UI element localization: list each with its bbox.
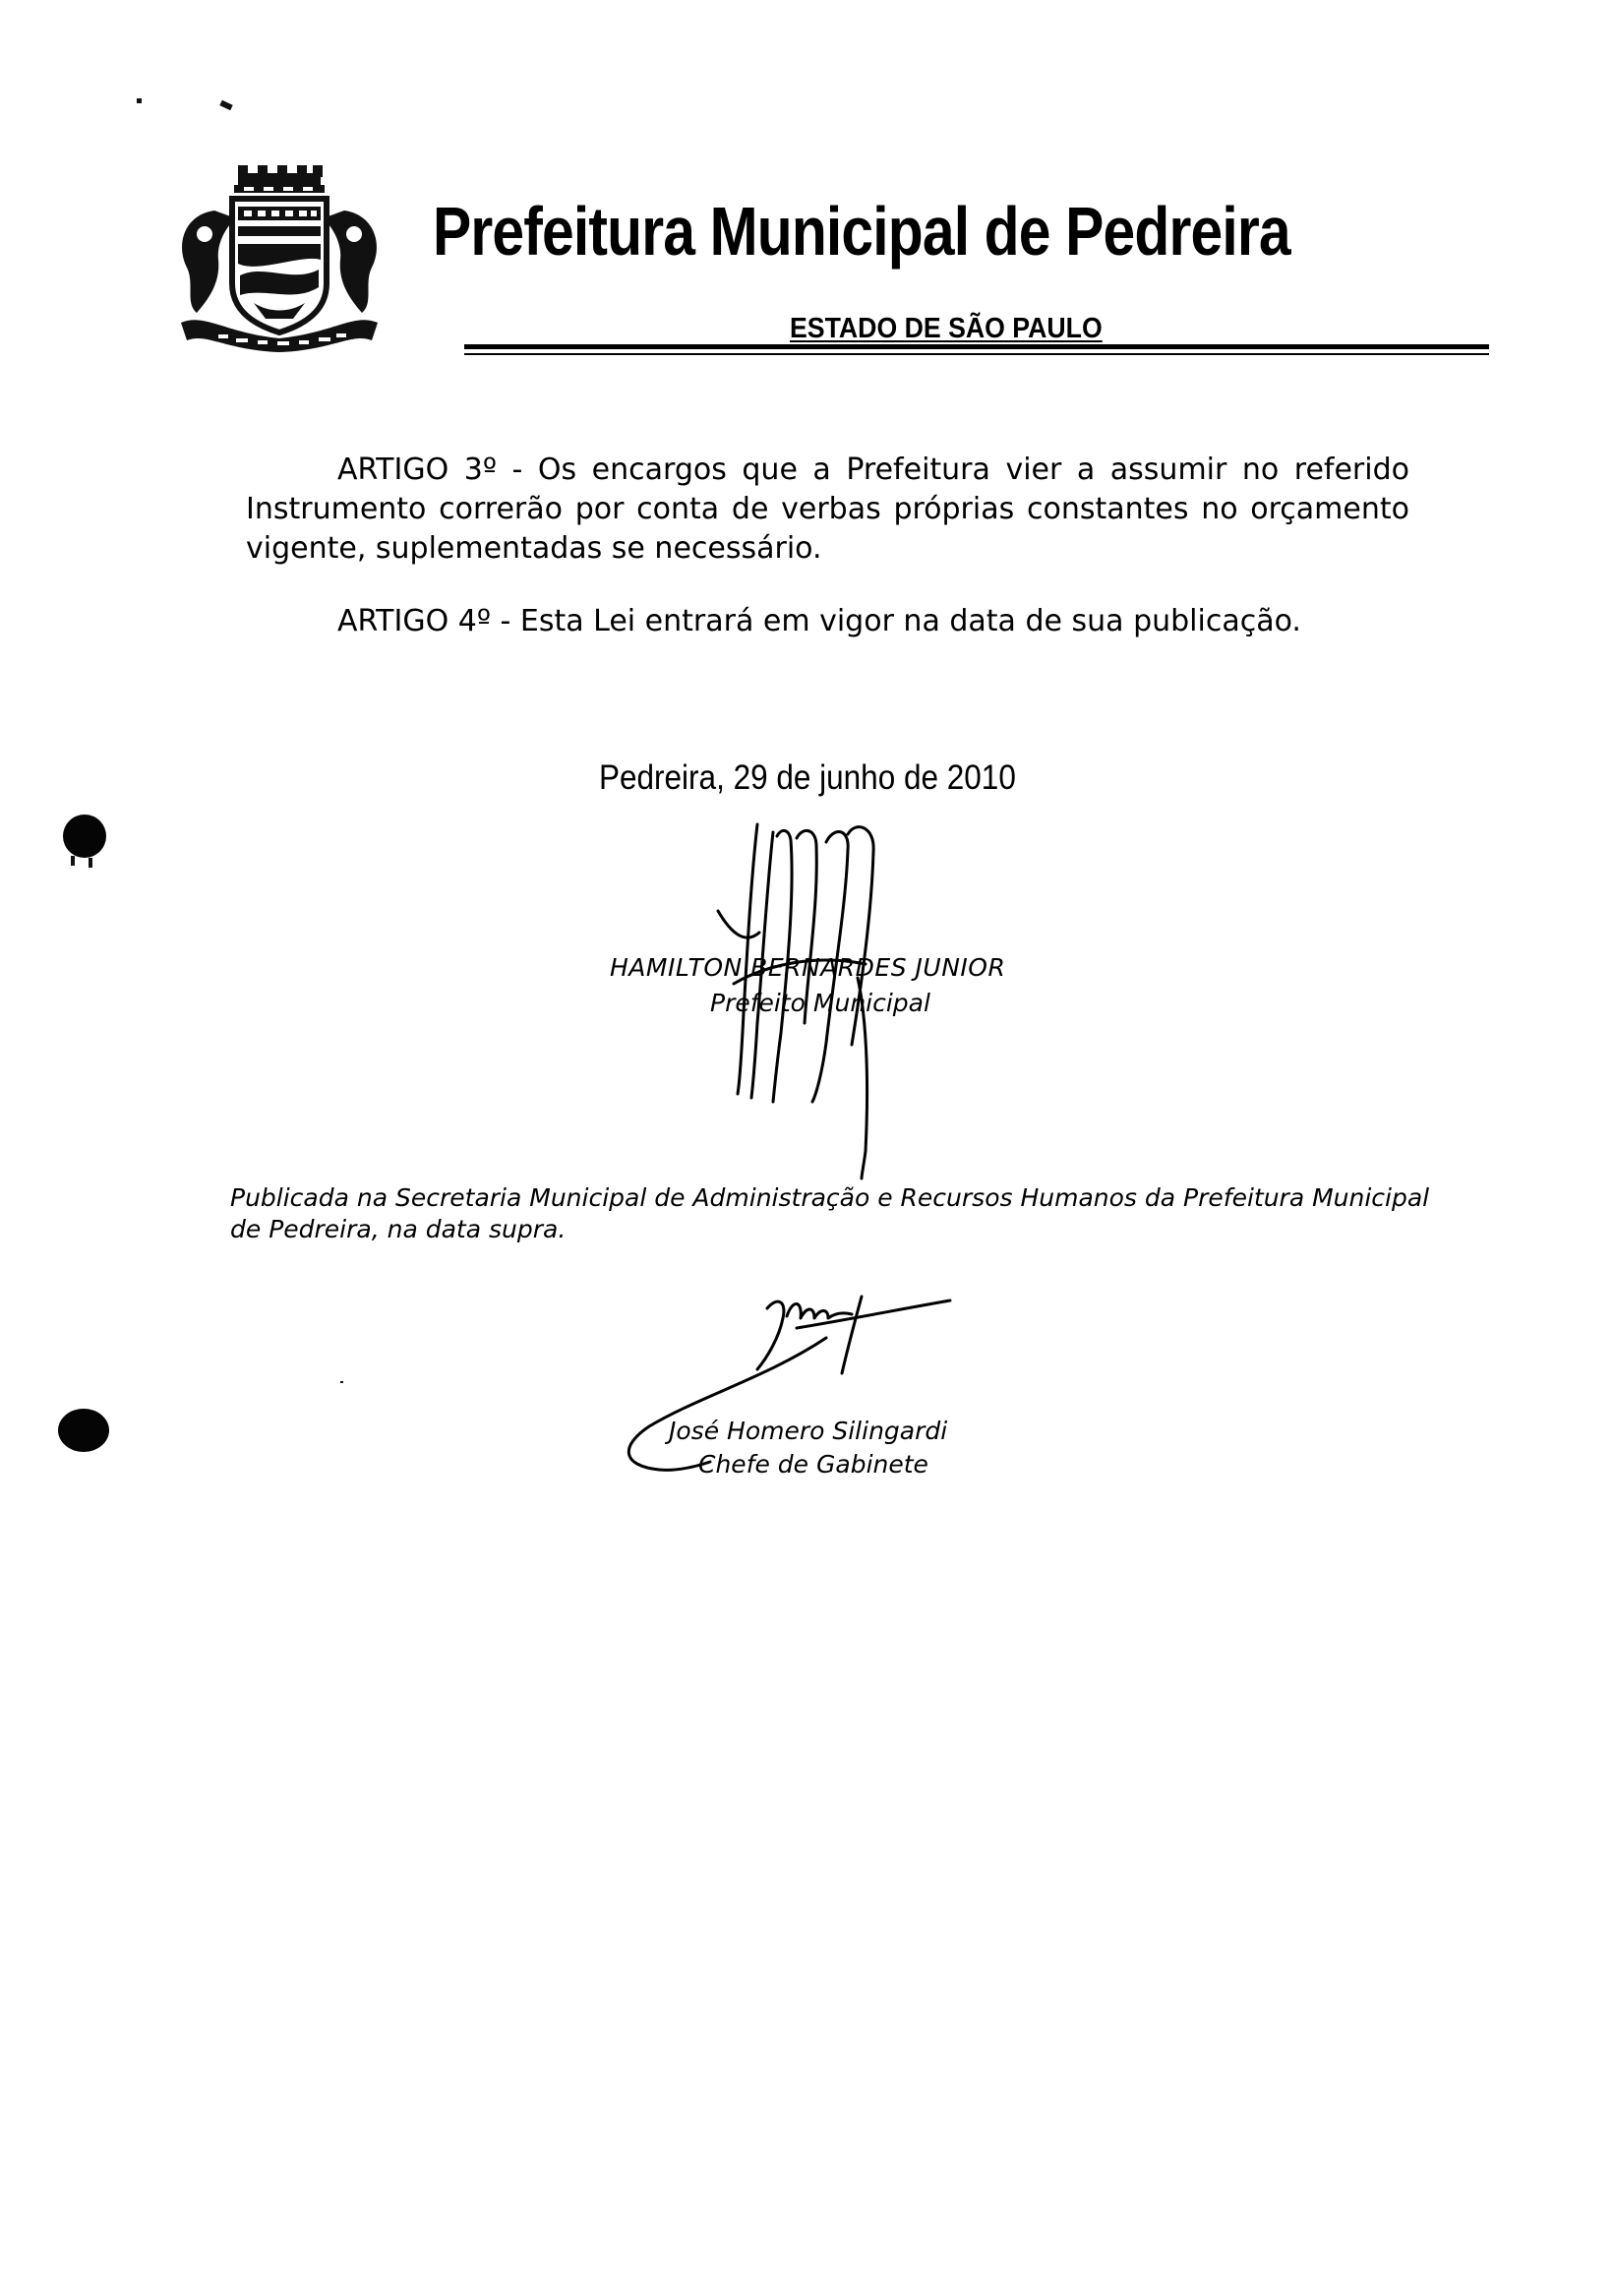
mayor-role: Prefeito Municipal [710, 989, 930, 1017]
scan-speck [137, 98, 142, 103]
chief-name: José Homero Silingardi [669, 1417, 948, 1445]
artigo-3-text: vigente, suplementadas se necessário. [246, 531, 822, 566]
publication-note: Publicada na Secretaria Municipal de Administração e Recursos Humanos da Prefeitura Municipal [230, 1183, 1430, 1212]
place-date: Pedreira, 29 de junho de 2010 [599, 758, 1016, 797]
scan-speck [219, 100, 232, 111]
chief-role: Chefe de Gabinete [698, 1450, 928, 1479]
header-divider [464, 353, 1489, 355]
page-title: Prefeitura Municipal de Pedreira [433, 193, 1290, 270]
artigo-3-text: Instrumento correrão por conta de verbas próprias constantes no orçamento [246, 492, 1409, 526]
chief-signature [620, 1279, 954, 1479]
artigo-3-text: ARTIGO 3º - Os encargos que a Prefeitura vier a assumir no referido [337, 453, 1409, 487]
scan-blot [63, 815, 106, 858]
municipal-crest-icon [175, 165, 384, 352]
page-subtitle: ESTADO DE SÃO PAULO [790, 313, 1103, 344]
mayor-name: HAMILTON BERNARDES JUNIOR [610, 953, 1006, 982]
header-divider [464, 344, 1489, 349]
publication-note: de Pedreira, na data supra. [230, 1215, 567, 1243]
scan-speck [89, 858, 92, 868]
artigo-4-text: ARTIGO 4º - Esta Lei entrará em vigor na data de sua publicação. [337, 604, 1301, 638]
scan-blot [58, 1409, 109, 1452]
scan-speck [71, 856, 75, 866]
scan-speck [340, 1381, 343, 1383]
